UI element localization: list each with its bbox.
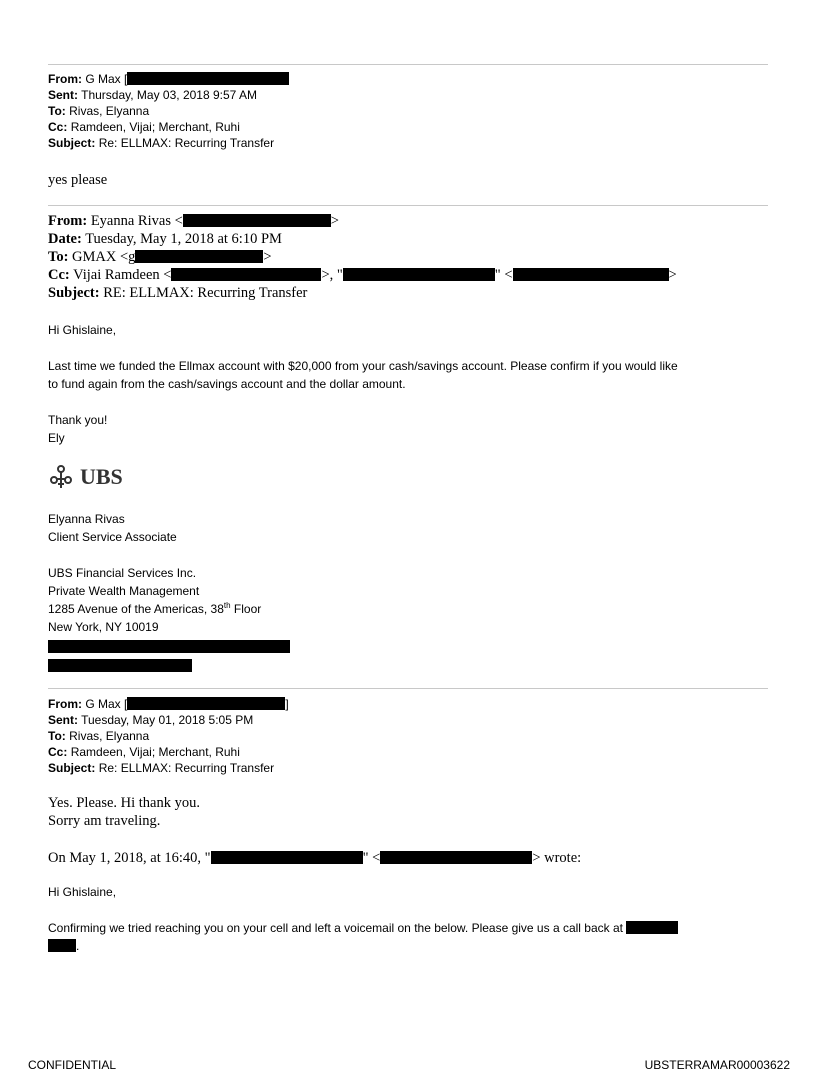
on-pre: On May 1, 2018, at 16:40, " [48,850,211,866]
email-3-body [48,794,200,830]
to-label: To: [48,104,66,118]
from-line [48,71,289,87]
from-value: G Max [ [85,72,128,86]
separator-rule [48,688,768,689]
redaction [626,921,678,934]
paragraph-line: to fund again from the cash/savings account and the dollar amount. [48,377,406,391]
subject-label: Subject: [48,136,96,150]
subject-value: RE: ELLMAX: Recurring Transfer [103,285,308,301]
email-1-header [48,71,289,151]
subject-value: Re: ELLMAX: Recurring Transfer [98,136,275,150]
redaction [48,939,76,952]
from-value: G Max [ [85,697,128,711]
to-close: > [263,249,272,265]
footer-confidential: CONFIDENTIAL [28,1058,117,1072]
from-label: From: [48,697,82,711]
subject-value: Re: ELLMAX: Recurring Transfer [98,761,275,775]
cc-value: Vijai Ramdeen < [73,267,172,283]
signature [48,510,290,672]
from-line [48,696,289,712]
sig-address-pre: 1285 Avenue of the Americas, 38 [48,602,224,616]
date-line [48,230,768,248]
to-value: Rivas, Elyanna [69,104,150,118]
redaction [127,697,285,710]
sig-name: Elyanna Rivas [48,512,125,526]
separator-rule [48,64,768,65]
signoff-text: Ely [48,431,65,445]
on-post: > wrote: [532,850,582,866]
from-label: From: [48,213,88,229]
sig-address-sup: th [223,601,231,610]
sent-line [48,87,289,103]
to-value: Rivas, Elyanna [69,729,150,743]
cc-label: Cc: [48,267,70,283]
cc-value: Ramdeen, Vijai; Merchant, Ruhi [70,745,240,759]
on-mid: " < [362,850,381,866]
subject-line [48,760,289,776]
subject-line [48,284,768,302]
email-3-header [48,696,289,776]
to-line [48,728,289,744]
date-label: Date: [48,231,82,247]
sent-label: Sent: [48,88,78,102]
footer-bates-number: UBSTERRAMAR00003622 [644,1058,790,1072]
quoted-paragraph [48,919,768,955]
quoted-greeting: Hi Ghislaine, [48,885,117,899]
redaction [171,268,321,281]
redaction [513,268,669,281]
cc-mid2: " < [494,267,513,283]
redaction [380,851,532,864]
from-close: ] [285,697,289,711]
paragraph-end: . [76,939,80,953]
cc-value: Ramdeen, Vijai; Merchant, Ruhi [70,120,240,134]
redaction [48,659,192,672]
redaction [48,640,290,653]
sent-value: Thursday, May 03, 2018 9:57 AM [81,88,257,102]
subject-label: Subject: [48,285,100,301]
sig-city: New York, NY 10019 [48,620,159,634]
paragraph-line [48,937,768,955]
cc-mid: >, " [321,267,343,283]
from-line [48,212,768,230]
sig-address-post: Floor [230,602,262,616]
redaction [127,72,289,85]
logo-text: UBS [80,464,123,489]
cc-label: Cc: [48,745,68,759]
paragraph-line [48,919,768,937]
paragraph-text: Confirming we tried reaching you on your cell and left a voicemail on the below. Please give us a call back at [48,921,623,935]
ubs-keys-icon [48,464,74,490]
redaction [183,214,331,227]
redaction [343,268,495,281]
thanks-text: Thank you! [48,413,108,427]
paragraph [48,357,768,393]
sent-value: Tuesday, May 01, 2018 5:05 PM [81,713,254,727]
email-1-body: yes please [48,172,108,188]
to-line [48,103,289,119]
subject-line [48,135,289,151]
sent-label: Sent: [48,713,78,727]
to-label: To: [48,249,69,265]
cc-line [48,266,768,284]
redaction [135,250,263,263]
sig-company: UBS Financial Services Inc. [48,566,197,580]
separator-rule [48,205,768,206]
from-label: From: [48,72,82,86]
sig-address [48,600,290,618]
cc-label: Cc: [48,120,68,134]
paragraph-line: Last time we funded the Ellmax account with $20,000 from your cash/savings account. Please confirm if you would like [48,359,678,373]
redaction [211,851,363,864]
email-2-header [48,212,768,302]
to-value: GMAX <g [72,249,136,265]
date-value: Tuesday, May 1, 2018 at 6:10 PM [85,231,282,247]
quoted-attribution [48,849,581,867]
sent-line [48,712,289,728]
cc-close: > [668,267,677,283]
closing [48,411,107,447]
body-line: Sorry am traveling. [48,813,161,829]
cc-line [48,119,289,135]
sig-division: Private Wealth Management [48,584,200,598]
to-label: To: [48,729,66,743]
from-close: > [330,213,339,229]
sig-title: Client Service Associate [48,530,177,544]
to-line [48,248,768,266]
subject-label: Subject: [48,761,96,775]
body-line: Yes. Please. Hi thank you. [48,795,200,811]
from-value: Eyanna Rivas < [90,213,183,229]
ubs-logo [48,464,123,490]
greeting: Hi Ghislaine, [48,323,117,337]
cc-line [48,744,289,760]
